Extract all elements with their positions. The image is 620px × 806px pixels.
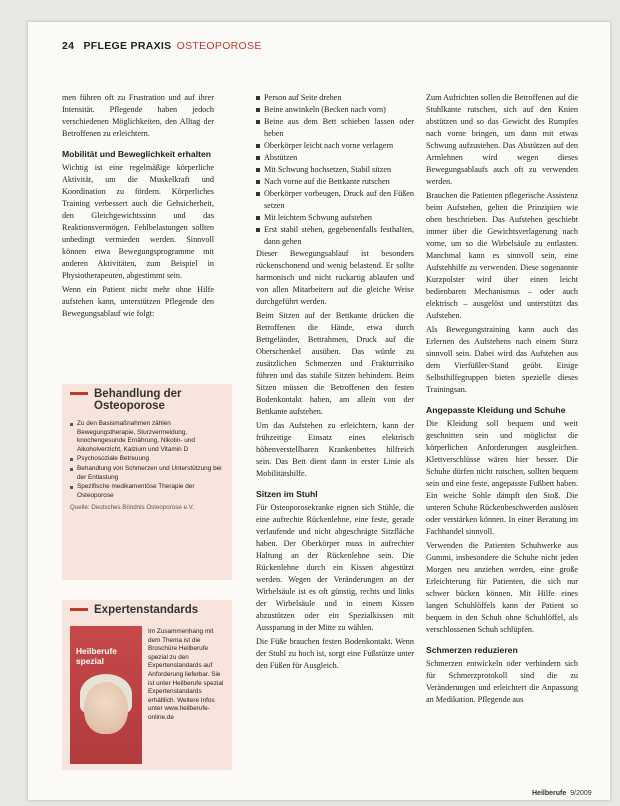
subsection-title: OSTEOPOROSE: [176, 40, 262, 52]
info-box-treatment: [62, 384, 232, 580]
steps-list: [256, 92, 414, 248]
heading-clothing: Angepasste Kleidung und Schuhe: [426, 405, 566, 415]
list-item: Mit Schwung hochsetzen, Stabil sitzen: [256, 164, 414, 176]
list-item: Zu den Basismaßnahmen zählen Bewegungstherapie, Sturzvermeidung, knochengesunde Ernährung, Nikotin- und Alkoholverzicht, Kalzium und Vitamin D: [70, 420, 224, 454]
cover-photo-face: [84, 682, 128, 734]
heading-pain: Schmerzen reduzieren: [426, 645, 518, 655]
box-title: Behandlung der Osteoporose: [62, 384, 232, 416]
column-3: [426, 92, 578, 708]
column-2: [256, 92, 414, 674]
list-item: Oberkörper leicht nach vorne verlagern: [256, 140, 414, 152]
brochure-cover-image: [70, 626, 142, 764]
list-item: Beine aus dem Bett schieben lassen oder heben: [256, 116, 414, 140]
paragraph: Beim Sitzen auf der Bettkante drücken die Betroffenen die Hände, etwa durch Bettgeländer, Bettrahmen, Druck auf die Oberschenkel ausüben. Das würde zu zusätzlichen Schmerzen und Frakturrisiko führen und das stabile Sitzen behindern. Beim Sitzen müssen die Betroffenen den festen Bodenkontakt haben, am allein von der Bettkante aufstehen.: [256, 311, 414, 416]
paragraph: Für Osteoporosekranke eignen sich Stühle, die eine aufrechte Rückenlehne, eine feste, gerade verlaufende und nicht abgeschrägte Sitzfläche haben. Der Oberkörper muss in aufrechter Haltung an der Rückenlehne sein. Die Rückenlehne durch ein Kissen abgestützt werden. Wegen der Veränderungen an der Wirbelsäule ist es oft günstig, rechts und links der Wirbelsäule und in einem Kissen abzustützen oder ein Spezialkissen mit Aussparung in der Mitte zu wählen.: [256, 503, 414, 632]
heading-sitting: Sitzen im Stuhl: [256, 489, 318, 499]
list-item: Person auf Seite drehen: [256, 92, 414, 104]
paragraph: Wenn ein Patient nicht mehr ohne Hilfe aufstehen kann, unterstützen Pflegende den Bewegungsablauf wie folgt:: [62, 285, 214, 318]
list-item: Behandlung von Schmerzen und Unterstützung bei der Entlastung: [70, 465, 224, 482]
paragraph: Als Bewegungstraining kann auch das Erlernen des Aufstehens nach einem Sturz sinnvoll sein. Dabei wird das Aufstehen aus dem Vierfüßler-Stand geübt. Einige Selbsthilfegruppen bieten spezielle dieses Trainingsan.: [426, 325, 578, 394]
box-text: Im Zusammenhang mit dem Thema ist die Broschüre Heilberufe spezial zu den Expertenstandards auf Anforderung lieferbar. Sie ist unter Heilberufe spezial Expertenstandards erhältlich. Weitere Infos unter www.heilberufe-online.de: [148, 628, 224, 721]
paragraph: Die Füße brauchen festen Bodenkontakt. Wenn der Stuhl zu hoch ist, sorgt eine Fußstütze unter den Füßen für Ausgleich.: [256, 637, 414, 670]
column-1: [62, 92, 214, 322]
section-title: PFLEGE PRAXIS: [83, 40, 172, 52]
page-footer: [532, 790, 592, 797]
paragraph: Brauchen die Patienten pflegerische Assistenz beim Aufstehen, gelten die Prinzipien wie oben beschrieben. Das Aufstehen geschieht immer über die Gewichtsverlagerung nach vorne, um so die Wirbelsäule zu entlasten. Manchmal kann es sinnvoll sein, eine Aufstehhilfe zu verwenden. Diese sogenannte Kurzpolster wird über einen leicht bedienbaren Mechanismus – oder auch elektrisch – ausgelöst und unterstützt das Aufstehen.: [426, 191, 578, 320]
list-item: Oberkörper vorbeugen, Druck auf den Füßen setzen: [256, 188, 414, 212]
magazine-name: Heilberufe: [532, 790, 567, 797]
list-item: Spezifische medikamentöse Therapie der Osteoporose: [70, 483, 224, 500]
paragraph: men führen oft zu Frustration und auf ihrer Intensität. Pflegende haben jedoch verschiedenen Möglichkeiten, den Alltag der Betroffenen zu erleichtern.: [62, 93, 214, 138]
list-item: Psychosoziale Betreuung: [70, 455, 224, 464]
treatment-list: [70, 420, 224, 500]
box-title: Expertenstandards: [62, 600, 232, 620]
source-note: Quelle: Deutsches Bündnis Osteoporose e.V.: [70, 504, 194, 512]
list-item: Abstützen: [256, 152, 414, 164]
paragraph: Um das Aufstehen zu erleichtern, kann der frühzeitige Einsatz eines elektrisch höhenverstellbaren Krankenbettes hilfreich sein. Das Bett dient dann in erster Linie als Mobilitätshilfe.: [256, 421, 414, 478]
paragraph: Dieser Bewegungsablauf ist besonders rückenschonend und wenig belastend. Er sollte harmonisch und nicht ruckartig ablaufen und von allen Mitarbeitern auf die gleiche Weise durchgeführt werden.: [256, 249, 414, 306]
paragraph: Verwenden die Patienten Schuhwerke aus Gummi, insbesondere die Schuhe nicht jeden Morgen neu anziehen werden, eine große Erleichterung für Patienten, die sich nur schwer bücken können. Mit Hilfe eines langen Schuhlöffels kann der Patient so bequem in den Schuh ohne Schuhlöffel, als verschlossenen Schuh schlüpfen.: [426, 541, 578, 634]
page-number: 24: [62, 40, 75, 52]
issue-number: 9/2009: [570, 790, 592, 797]
list-item: Erst stabil stehen, gegebenenfalls festhalten, dann gehen: [256, 224, 414, 248]
paragraph: Die Kleidung soll bequem und weit geschnitten sein und möglichst die körperlichen Anforderungen ausgleichen. Klettverschlüsse wären hier besser. Die Schuhe dürfen nicht rutschen, sollten bequem sein und eine feste, angepasste Fußbett haben. Ein weiche Sohle dämpft den Stoß. Die unteren Schuhe Rückenbeschwerden auslösen oder verstärken können. In einer Beratung im Fachhandel sinnvoll.: [426, 419, 578, 536]
magazine-page: [28, 22, 610, 800]
cover-title: Heilberufe spezial: [76, 646, 117, 666]
paragraph: Wichtig ist eine regelmäßige körperliche Aktivität, um die Muskelkraft und Koordination zu fördern. Körperliches Training verbessert auch die Gehsicherheit, den Gleichgewichtssinn und das Reaktionsvermögen. Fehlbelastungen sollten unbedingt vermieden werden. Sinnvoll können etwa Bewegungsprogramme mit anderen Aktivitäten, zum Beispiel in Physiotherapeuten, abgestimmt sein.: [62, 163, 214, 280]
list-item: Mit leichtem Schwung aufstehen: [256, 212, 414, 224]
list-item: Beine anwinkeln (Becken nach vorn): [256, 104, 414, 116]
paragraph: Schmerzen entwickeln oder verhindern sich für Schmerzprotokoll sind die zu Veränderungen und erleichtert die Anpassung an Medikation. Pflegende aus: [426, 659, 578, 704]
list-item: Nach vorne auf die Bettkante rutschen: [256, 176, 414, 188]
page-header: [62, 40, 262, 52]
accent-dash: [70, 608, 88, 611]
info-box-standards: [62, 600, 232, 770]
accent-dash: [70, 392, 88, 395]
paragraph: Zum Aufrichten sollen die Betroffenen auf die Stuhlkante rutschen, sich auf den Knien abstützen und so das Gewicht des Rumpfes nach vorne bringen, um dann mit etwas Schwung aufzustehen. Das Abstützen auf den Armlehnen wird wegen dieses Bewegungsablaufs auch oft zu verwenden werden.: [426, 93, 578, 186]
heading-mobility: Mobilität und Beweglichkeit erhalten: [62, 149, 211, 159]
